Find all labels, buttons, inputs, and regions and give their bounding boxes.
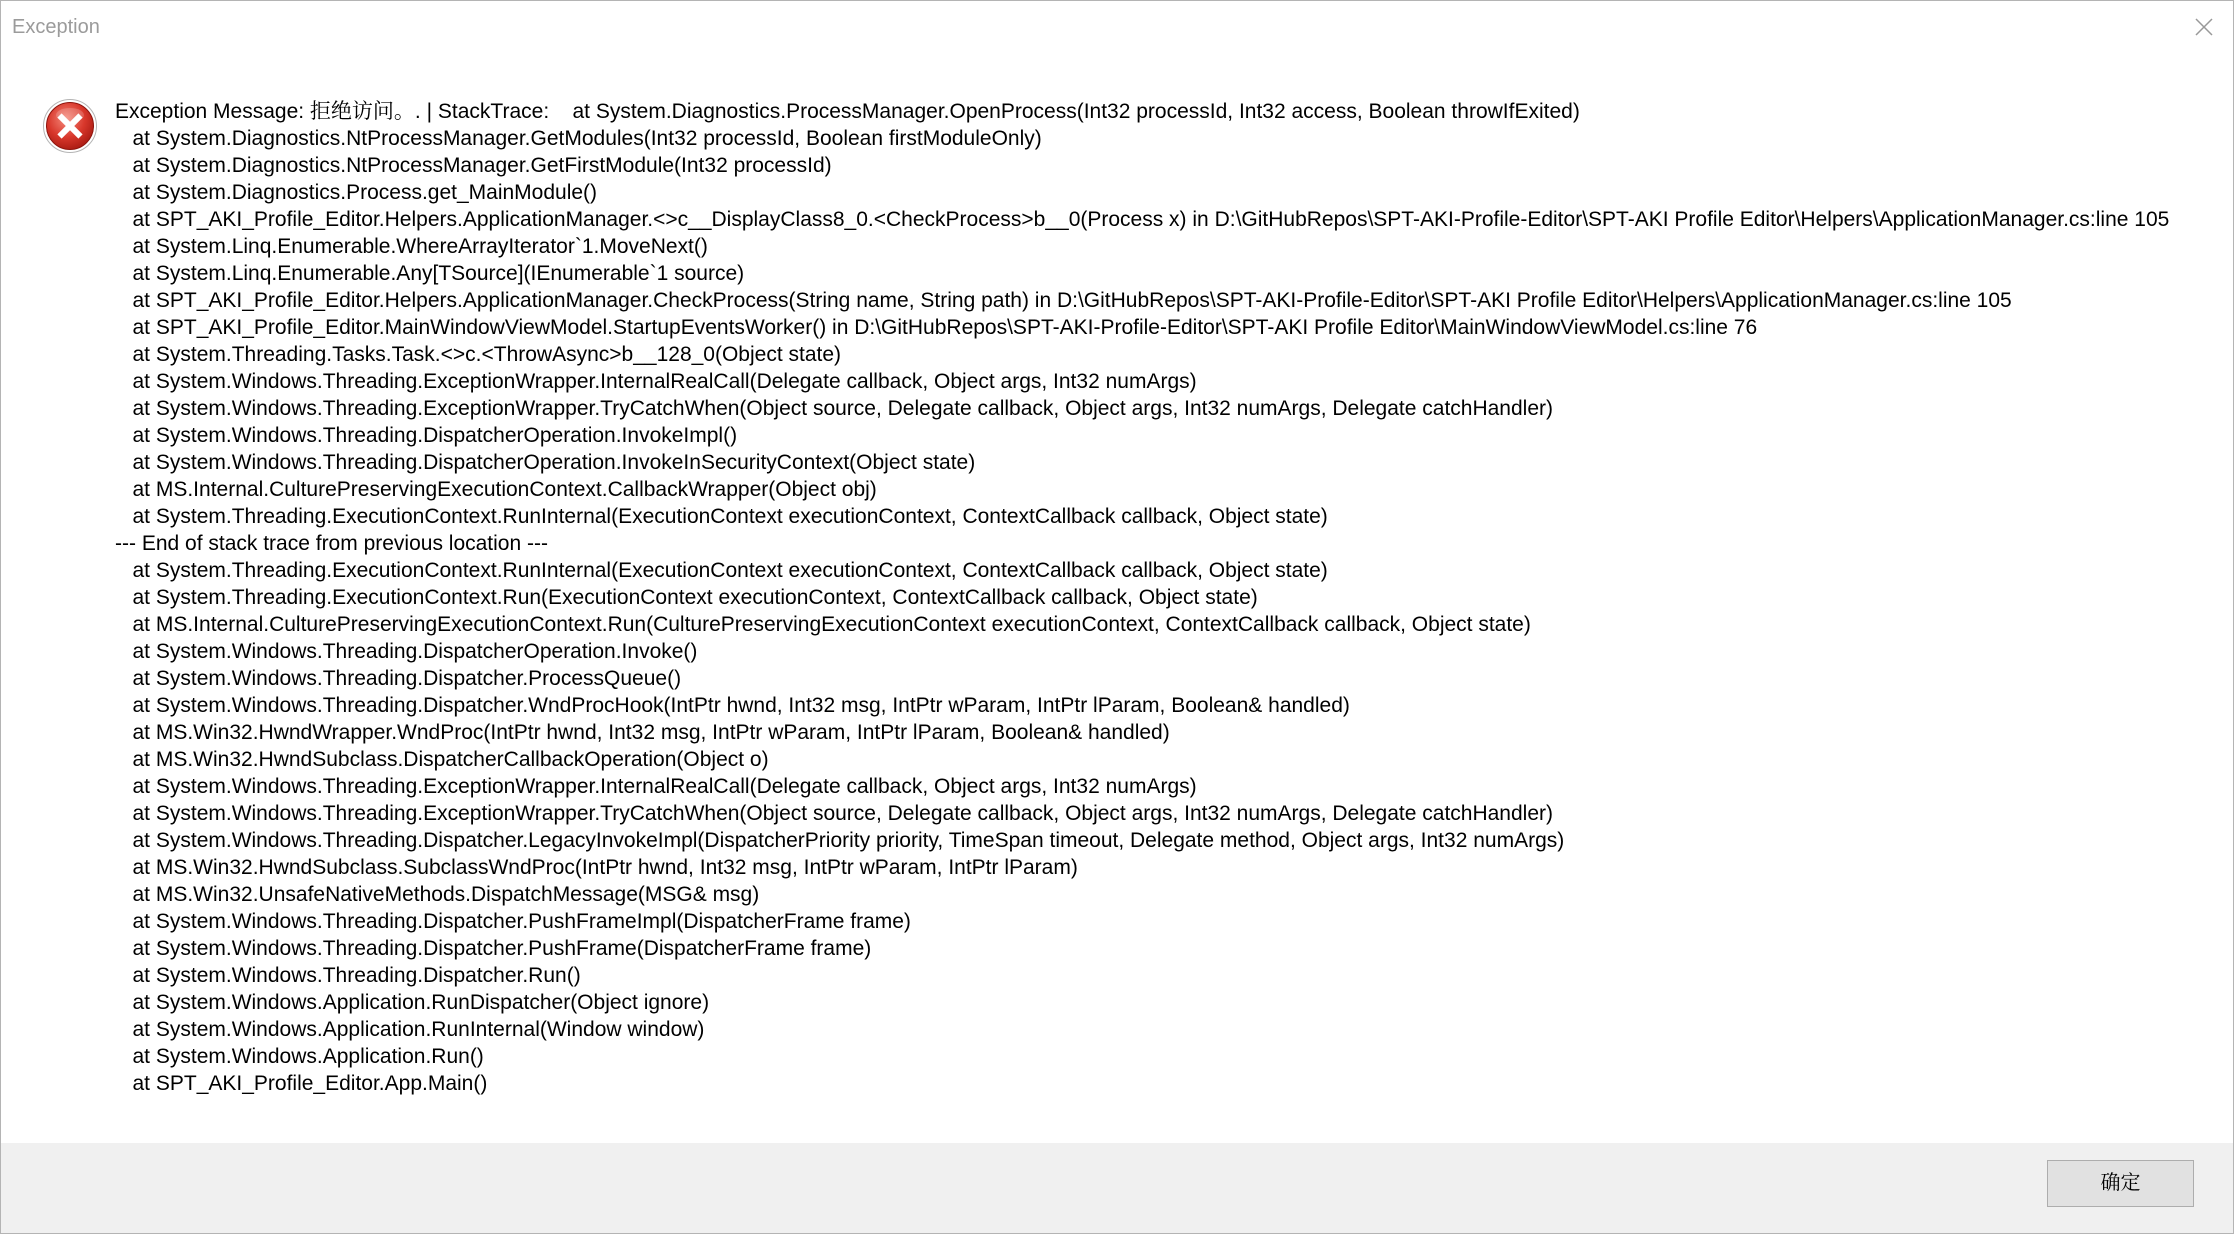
stack-trace-line: at System.Windows.Application.Run(): [115, 1045, 484, 1068]
exception-message-line: Exception Message: 拒绝访问。. | StackTrace: at System.Diagnostics.ProcessManager.OpenProcess(Int32 processId, Int32 access, Boolean throwIfExited): [115, 100, 1580, 123]
stack-trace-line: at SPT_AKI_Profile_Editor.MainWindowViewModel.StartupEventsWorker() in D:\GitHubRepos\SPT-AKI-Profile-Editor\SPT-AKI Profile Editor\MainWindowViewModel.cs:line 76: [115, 316, 1758, 339]
stack-trace-line: at SPT_AKI_Profile_Editor.Helpers.ApplicationManager.CheckProcess(String name, String path) in D:\GitHubRepos\SPT-AKI-Profile-Editor\SPT-AKI Profile Editor\Helpers\ApplicationManager.cs:line 105: [115, 289, 2012, 312]
stack-trace-line: at MS.Win32.HwndSubclass.DispatcherCallbackOperation(Object o): [115, 748, 769, 771]
stack-trace-line: at MS.Win32.UnsafeNativeMethods.DispatchMessage(MSG& msg): [115, 883, 760, 906]
ok-button[interactable]: 确定: [2047, 1160, 2194, 1207]
stack-trace-line: at System.Windows.Threading.ExceptionWrapper.InternalRealCall(Delegate callback, Object args, Int32 numArgs): [115, 775, 1197, 798]
stack-trace-line: at System.Linq.Enumerable.Any[TSource](IEnumerable`1 source): [115, 262, 745, 285]
stack-trace-line: at MS.Win32.HwndSubclass.SubclassWndProc(IntPtr hwnd, Int32 msg, IntPtr wParam, IntPtr lParam): [115, 856, 1078, 879]
stack-trace-line: at System.Diagnostics.NtProcessManager.GetModules(Int32 processId, Boolean firstModuleOnly): [115, 127, 1042, 150]
error-icon: [42, 98, 98, 154]
stack-trace-line: at System.Windows.Threading.ExceptionWrapper.TryCatchWhen(Object source, Delegate callback, Object args, Int32 numArgs, Delegate catchHandler): [115, 397, 1553, 420]
stack-trace-line: at System.Threading.ExecutionContext.RunInternal(ExecutionContext executionContext, ContextCallback callback, Object state): [115, 559, 1328, 582]
stack-trace-line: at System.Windows.Threading.ExceptionWrapper.TryCatchWhen(Object source, Delegate callback, Object args, Int32 numArgs, Delegate catchHandler): [115, 802, 1553, 825]
stack-trace-line: at System.Windows.Threading.Dispatcher.PushFrameImpl(DispatcherFrame frame): [115, 910, 911, 933]
stack-trace-line: at System.Threading.ExecutionContext.Run(ExecutionContext executionContext, ContextCallback callback, Object state): [115, 586, 1258, 609]
window-title: Exception: [12, 16, 100, 38]
stack-trace-line: at System.Windows.Threading.ExceptionWrapper.InternalRealCall(Delegate callback, Object args, Int32 numArgs): [115, 370, 1197, 393]
stack-trace-line: at System.Windows.Threading.DispatcherOperation.InvokeImpl(): [115, 424, 738, 447]
stack-trace-line: at MS.Win32.HwndWrapper.WndProc(IntPtr hwnd, Int32 msg, IntPtr wParam, IntPtr lParam, Boolean& handled): [115, 721, 1170, 744]
stack-trace-line: at System.Windows.Threading.Dispatcher.ProcessQueue(): [115, 667, 682, 690]
stack-trace-line: at System.Windows.Threading.DispatcherOperation.InvokeInSecurityContext(Object state): [115, 451, 976, 474]
stack-trace-separator: --- End of stack trace from previous location ---: [115, 532, 548, 555]
stack-trace-line: at System.Windows.Threading.Dispatcher.LegacyInvokeImpl(DispatcherPriority priority, TimeSpan timeout, Delegate method, Object args, Int32 numArgs): [115, 829, 1565, 852]
stack-trace-line: at System.Diagnostics.NtProcessManager.GetFirstModule(Int32 processId): [115, 154, 832, 177]
button-bar: [1, 1143, 2233, 1233]
stack-trace-line: at SPT_AKI_Profile_Editor.Helpers.ApplicationManager.<>c__DisplayClass8_0.<CheckProcess>b__0(Process x) in D:\GitHubRepos\SPT-AKI-Profile-Editor\SPT-AKI Profile Editor\Helpers\ApplicationManager.cs:line 105: [115, 208, 2170, 231]
stack-trace-line: at System.Windows.Threading.Dispatcher.Run(): [115, 964, 581, 987]
exception-message: [115, 98, 2169, 1097]
close-button[interactable]: [2175, 1, 2233, 53]
stack-trace-line: at System.Threading.Tasks.Task.<>c.<ThrowAsync>b__128_0(Object state): [115, 343, 842, 366]
stack-trace-line: at System.Threading.ExecutionContext.RunInternal(ExecutionContext executionContext, ContextCallback callback, Object state): [115, 505, 1328, 528]
stack-trace-line: at SPT_AKI_Profile_Editor.App.Main(): [115, 1072, 488, 1095]
stack-trace-line: at System.Windows.Threading.DispatcherOperation.Invoke(): [115, 640, 698, 663]
stack-trace-line: at System.Windows.Application.RunDispatcher(Object ignore): [115, 991, 710, 1014]
title-bar[interactable]: [1, 1, 2233, 53]
stack-trace-line: at MS.Internal.CulturePreservingExecutionContext.Run(CulturePreservingExecutionContext executionContext, ContextCallback callback, Object state): [115, 613, 1531, 636]
stack-trace-line: at System.Windows.Application.RunInternal(Window window): [115, 1018, 705, 1041]
stack-trace-line: at MS.Internal.CulturePreservingExecutionContext.CallbackWrapper(Object obj): [115, 478, 877, 501]
stack-trace-line: at System.Diagnostics.Process.get_MainModule(): [115, 181, 598, 204]
stack-trace-line: at System.Linq.Enumerable.WhereArrayIterator`1.MoveNext(): [115, 235, 708, 258]
stack-trace-line: at System.Windows.Threading.Dispatcher.PushFrame(DispatcherFrame frame): [115, 937, 872, 960]
stack-trace-line: at System.Windows.Threading.Dispatcher.WndProcHook(IntPtr hwnd, Int32 msg, IntPtr wParam, IntPtr lParam, Boolean& handled): [115, 694, 1350, 717]
close-icon[interactable]: [2195, 18, 2213, 36]
